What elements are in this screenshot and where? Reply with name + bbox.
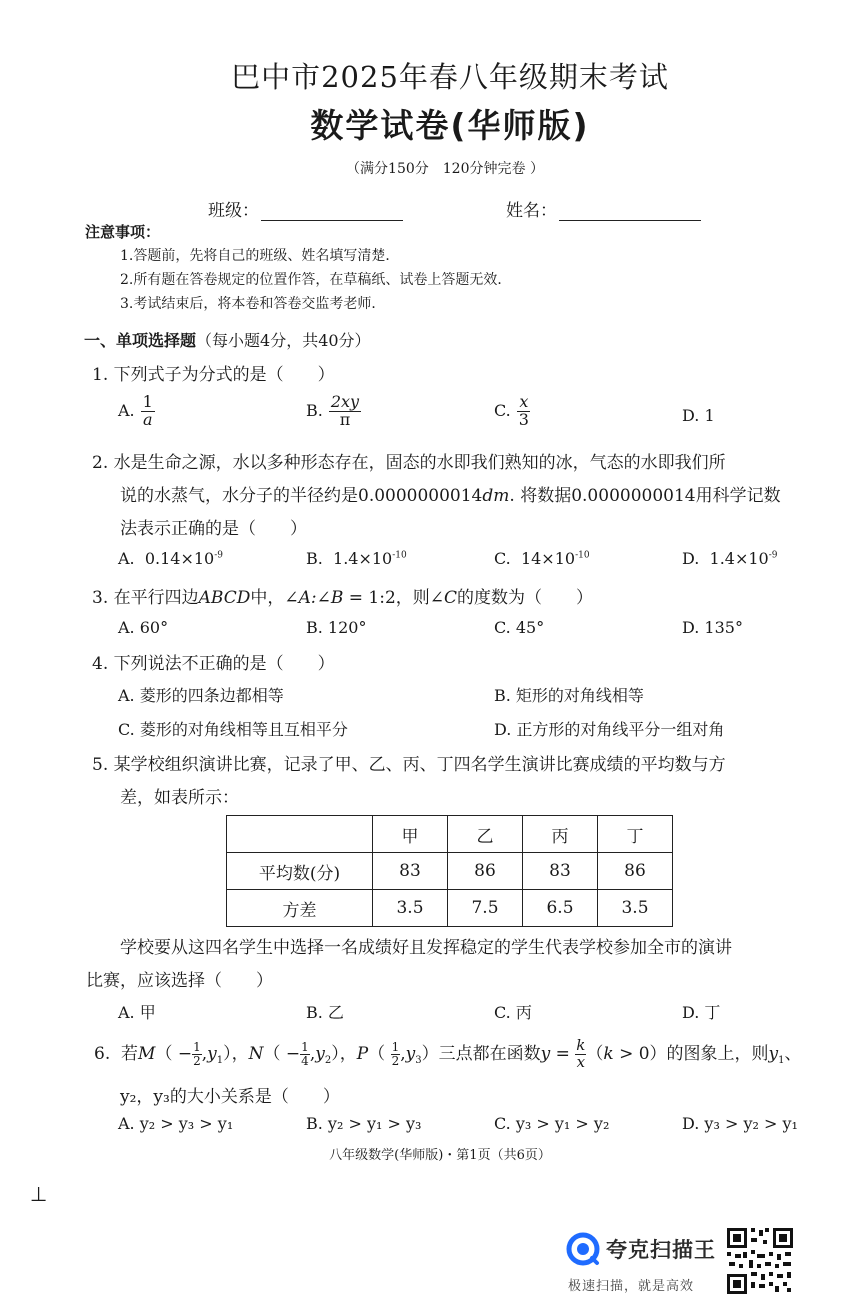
q3-option-b: B. 120° [306,618,367,637]
table-row-header: 平均数(分) [227,853,373,890]
q2-option-a [118,549,223,568]
option-label: B. [306,400,323,420]
scanner-brand [566,1232,716,1266]
brand-name: 夸克扫描王 [606,1238,716,1262]
q5-option-c: C. 丙 [494,1003,532,1022]
q2-text: . 将数据0.0000000014用科学记数 [509,486,781,506]
section-label: 一、单项选择题 [84,331,197,350]
q2-option-b [306,549,407,568]
fraction [517,394,531,429]
q2-text: 说的水蒸气，水分子的半径约是0.0000000014 [120,486,483,506]
option-label: B. [306,549,323,568]
notice-item: 2.所有题在答卷规定的位置作答，在草稿纸、试卷上答题无效． [120,272,512,288]
option-exponent: -9 [214,550,223,561]
option-label: D. [682,549,700,568]
q4-option-a: A. 菱形的四条边都相等 [118,686,284,705]
fraction [329,394,361,429]
q4-option-b: B. 矩形的对角线相等 [494,686,644,705]
table-header: 丙 [523,816,598,853]
section-heading [84,328,371,351]
option-label: A. [118,400,135,420]
q3-text: 中，∠ [250,588,299,608]
q5-after2: 比赛，应该选择（ ） [86,971,273,991]
q5-option-b: B. 乙 [306,1003,344,1022]
option-base: 1.4×10 [709,549,769,568]
fraction [141,394,155,429]
table-cell [227,816,373,853]
q4-option-c: C. 菱形的对角线相等且互相平分 [118,720,348,739]
section-note: （每小题4分，共40分） [196,331,371,350]
q2-option-c [494,549,590,568]
numerator: x [519,392,529,411]
q1-option-b [306,394,361,429]
q3-text: = 1:2，则∠ [343,588,445,608]
option-label: A. [118,549,135,568]
table-cell: 3.5 [373,890,448,927]
name-blank [559,202,701,221]
name-label: 姓名： [506,201,557,221]
q1-stem: 1. 下列式子为分式的是（ ） [92,365,335,385]
q2-option-d [682,549,778,568]
table-cell: 86 [448,853,523,890]
numerator: 1 [142,392,153,411]
option-base: 1.4×10 [333,549,393,568]
option-base: 14×10 [520,549,576,568]
q4-stem: 4. 下列说法不正确的是（ ） [92,654,335,674]
q1-option-c [494,394,531,429]
q6-option-c: C. y₃ > y₁ > y₂ [494,1114,610,1133]
q6-stem: 6. 若M（ − $\frac{1}{2}$ $,y_1$），N（ − $\frac{1}{4}$ $,y_2$），P（ $\frac{1}{2}$ $,y_3$）三点都在函数y = $\frac{k}{x}$ （k > 0）的图象上，则$y_1$、 [94,1036,802,1071]
table-cell: 86 [598,853,673,890]
page-footer: 八年级数学(华师版)・第1页（共6页） [329,1148,551,1163]
table-header-row [227,816,673,853]
q6-option-d: D. y₃ > y₂ > y₁ [682,1114,798,1133]
table-header: 乙 [448,816,523,853]
table-cell: 3.5 [598,890,673,927]
denominator: a [142,409,153,429]
q3-var: A:∠B [298,588,344,608]
denominator: 3 [518,409,529,429]
q3-option-d: D. 135° [682,618,743,637]
table-cell: 7.5 [448,890,523,927]
exam-subtitle: 数学试卷(华师版) [310,106,590,145]
table-header: 丁 [598,816,673,853]
q2-line2 [120,481,781,506]
option-text: 1 [704,406,715,425]
table-row [227,853,673,890]
q6-option-b: B. y₂ > y₁ > y₃ [306,1114,422,1133]
class-blank [261,202,403,221]
class-label: 班级： [208,201,259,221]
notice-item: 3.考试结束后，将本卷和答卷交监考老师． [120,296,386,312]
table-cell: 83 [523,853,598,890]
option-label: D. [682,406,700,425]
scanner-logo-icon [566,1232,600,1266]
q5-line2: 差，如表所示： [120,788,239,808]
q1-option-a [118,394,155,429]
q3-text: 3. 在平行四边 [92,588,199,608]
q6-line2: y₂，y₃的大小关系是（ ） [120,1087,340,1107]
q2-line3: 法表示正确的是（ ） [120,519,307,539]
option-base: 0.14×10 [144,549,215,568]
binding-mark: ⊥ [30,1182,48,1206]
option-exponent: -10 [392,550,407,561]
notice-title: 注意事项： [85,223,161,241]
table-cell: 83 [373,853,448,890]
q5-option-a: A. 甲 [118,1003,156,1022]
denominator: π [339,409,351,429]
option-exponent: -10 [575,550,590,561]
q2-unit: dm [482,486,510,506]
score-table [226,815,673,927]
table-row-header: 方差 [227,890,373,927]
qr-code-icon [725,1226,795,1296]
class-field [208,196,403,221]
q3-stem [92,583,593,608]
q2-line1: 2. 水是生命之源，水以多种形态存在，固态的水即我们熟知的冰，气态的水即我们所 [92,453,726,473]
numerator: 2xy [330,392,360,411]
table-cell: 6.5 [523,890,598,927]
q5-option-d: D. 丁 [682,1003,721,1022]
q3-text: 的度数为（ ） [457,588,594,608]
q6-option-a: A. y₂ > y₃ > y₁ [118,1114,234,1133]
table-row [227,890,673,927]
q3-option-c: C. 45° [494,618,545,637]
q3-var: C [444,588,458,608]
q3-var: ABCD [198,588,251,608]
score-info: （满分150分 120分钟完卷 ） [346,161,544,177]
q5-line1: 5. 某学校组织演讲比赛，记录了甲、乙、丙、丁四名学生演讲比赛成绩的平均数与方 [92,755,726,775]
q4-option-d: D. 正方形的对角线平分一组对角 [494,720,725,739]
q5-after1: 学校要从这四名学生中选择一名成绩好且发挥稳定的学生代表学校参加全市的演讲 [120,938,732,958]
q3-option-a: A. 60° [118,618,169,637]
option-label: C. [494,549,511,568]
option-exponent: -9 [768,550,778,561]
exam-title: 巴中市2025年春八年级期末考试 [231,60,669,94]
notice-item: 1.答题前，先将自己的班级、姓名填写清楚． [120,248,400,264]
name-field [506,196,701,221]
q1-option-d [682,406,715,425]
brand-slogan: 极速扫描，就是高效 [568,1279,695,1294]
table-header: 甲 [373,816,448,853]
option-label: C. [494,400,511,420]
